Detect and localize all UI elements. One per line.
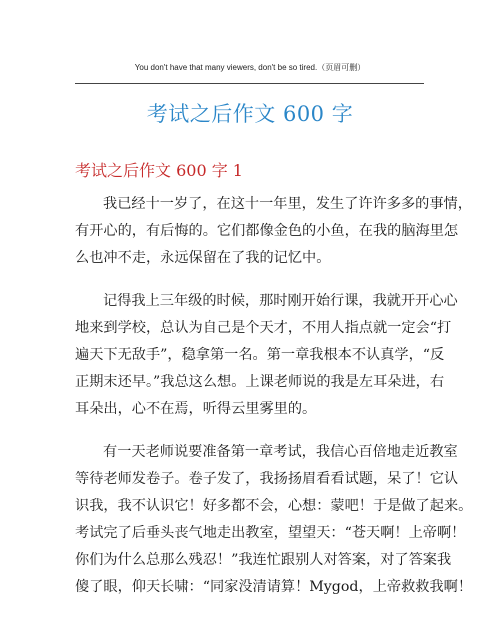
page-header-note: You don't have that many viewers, don't be so tired.（页眉可删）: [134, 63, 366, 72]
text-line: 么也冲不走，永远保留在了我的记忆中。: [75, 250, 331, 266]
paragraph: [75, 288, 458, 423]
document-body: [75, 191, 473, 617]
text-line: 识我，我不认识它！好多都不会，心想：蒙吧！于是做了起来。: [75, 498, 473, 514]
text-line: 耳朵出，心不在焉，听得云里雾里的。: [75, 401, 317, 417]
text-line: 我已经十一岁了，在这十一年里，发生了许许多多的事情，: [103, 196, 472, 212]
text-line: 有开心的，有后悔的。它们都像金色的小鱼，在我的脑海里怎: [75, 223, 459, 239]
text-line: 正期末还早。”我总这么想。上课老师说的我是左耳朵进，右: [75, 374, 445, 390]
text-line: 记得我上三年级的时候，那时刚开始行课，我就开开心心: [103, 293, 458, 309]
text-line: 地来到学校，总认为自己是个天才，不用人指点就一定会“打: [75, 320, 452, 336]
text-line: 遍天下无敌手”，稳拿第一名。第一章我根本不认真学，“反: [75, 347, 445, 363]
text-line: 你们为什么总那么残忍！”我连忙跟别人对答案，对了答案我: [75, 552, 452, 568]
text-line: 有一天老师说要准备第一章考试，我信心百倍地走近教室: [103, 444, 458, 460]
text-line: 傻了眼，仰天长啸：“同家没清请算！Mygod，上帝救救我啊！: [75, 579, 473, 595]
paragraph: [75, 439, 473, 601]
text-line: 等待老师发卷子。卷子发了，我扬扬眉看看试题，呆了！它认: [75, 471, 459, 487]
section-heading: 考试之后作文 600 字 1: [75, 161, 243, 180]
paragraph: [75, 191, 472, 272]
text-line: 考试完了后垂头丧气地走出教室，望望天：“苍天啊！上帝啊！: [75, 525, 466, 541]
header-divider: [75, 83, 424, 84]
document-title: 考试之后作文 600 字: [146, 102, 354, 126]
